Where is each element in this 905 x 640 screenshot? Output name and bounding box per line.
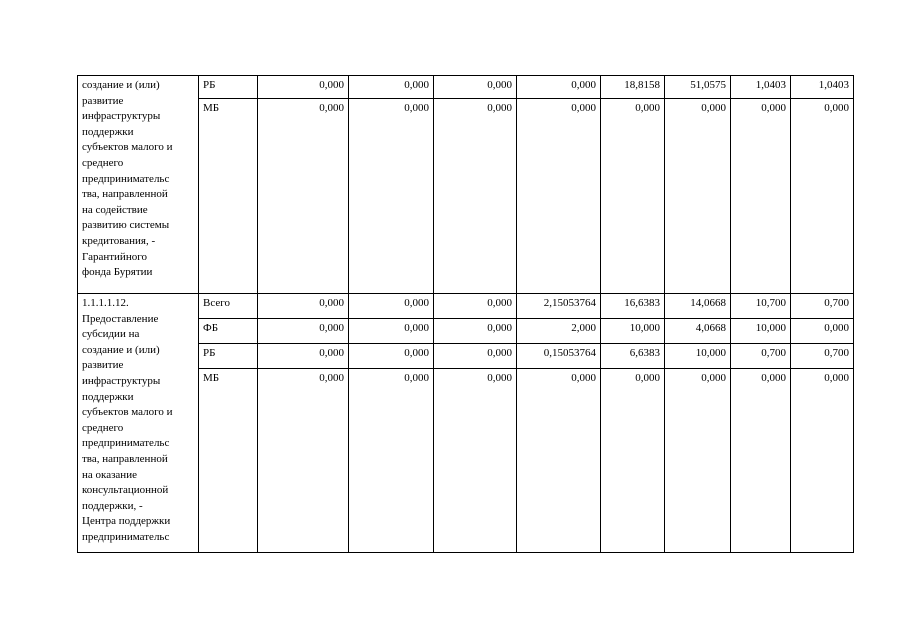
table-cell: 0,15053764: [517, 344, 601, 369]
table-cell: 6,6383: [601, 344, 665, 369]
table-cell: 0,000: [258, 99, 349, 294]
table-cell: 0,000: [434, 319, 517, 344]
table-cell: 0,000: [349, 369, 434, 553]
table-cell: 0,000: [731, 369, 791, 553]
funding-source: ФБ: [199, 319, 258, 344]
table-cell: 2,15053764: [517, 294, 601, 319]
table-cell: 16,6383: [601, 294, 665, 319]
table-cell: 0,000: [258, 369, 349, 553]
table-cell: 0,000: [791, 319, 854, 344]
table-cell: 14,0668: [665, 294, 731, 319]
table-cell: 0,000: [434, 344, 517, 369]
program-description: создание и (или) развитие инфраструктуры поддержки субъектов малого и среднего предпринимательс тва, направленной на содействие развитию системы кредитования, - Гарантийного фонда Бурятии: [78, 76, 199, 294]
table-cell: 0,000: [665, 99, 731, 294]
table-cell: 0,000: [349, 294, 434, 319]
table-cell: 0,000: [517, 99, 601, 294]
table-cell: 0,000: [434, 294, 517, 319]
table-cell: 0,000: [258, 344, 349, 369]
table-cell: 0,700: [791, 294, 854, 319]
funding-source: РБ: [199, 344, 258, 369]
table-cell: 10,000: [601, 319, 665, 344]
table-cell: 0,000: [349, 99, 434, 294]
table-cell: 0,000: [601, 99, 665, 294]
funding-source: РБ: [199, 76, 258, 99]
funding-source: МБ: [199, 99, 258, 294]
table-cell: 0,000: [349, 76, 434, 99]
table-cell: 0,000: [349, 319, 434, 344]
table-cell: 0,000: [258, 319, 349, 344]
table-cell: 0,000: [517, 369, 601, 553]
table-cell: 0,000: [434, 369, 517, 553]
table-cell: 0,000: [434, 76, 517, 99]
table-cell: 0,000: [791, 369, 854, 553]
table-cell: 10,700: [731, 294, 791, 319]
table-cell: 10,000: [731, 319, 791, 344]
table-row: [78, 294, 854, 319]
table-row: [78, 76, 854, 99]
program-description: 1.1.1.1.12. Предоставление субсидии на создание и (или) развитие инфраструктуры поддержки субъектов малого и среднего предпринимательс тва, направленной на оказание консультационной поддержки, - Центра поддержки предпринимательс: [78, 294, 199, 553]
table-cell: 51,0575: [665, 76, 731, 99]
table-cell: 1,0403: [791, 76, 854, 99]
table-cell: 10,000: [665, 344, 731, 369]
table-cell: 0,000: [731, 99, 791, 294]
table-cell: 0,700: [791, 344, 854, 369]
table-cell: 0,000: [434, 99, 517, 294]
funding-source: МБ: [199, 369, 258, 553]
table-cell: 0,700: [731, 344, 791, 369]
table-cell: 0,000: [791, 99, 854, 294]
table-cell: 4,0668: [665, 319, 731, 344]
table-cell: 2,000: [517, 319, 601, 344]
table-cell: 0,000: [517, 76, 601, 99]
funding-source: Всего: [199, 294, 258, 319]
table-cell: 18,8158: [601, 76, 665, 99]
table-cell: 0,000: [258, 76, 349, 99]
table-cell: 0,000: [349, 344, 434, 369]
table-cell: 1,0403: [731, 76, 791, 99]
table-cell: 0,000: [665, 369, 731, 553]
funding-table: [77, 75, 854, 553]
table-cell: 0,000: [601, 369, 665, 553]
table-cell: 0,000: [258, 294, 349, 319]
